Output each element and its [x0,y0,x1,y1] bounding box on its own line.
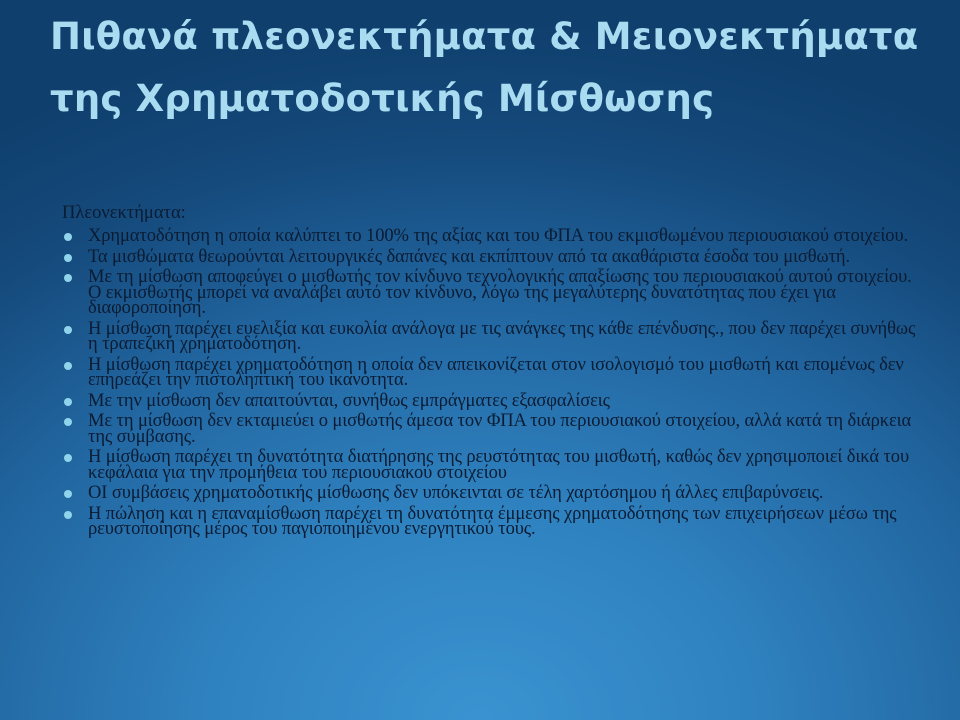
bullet-item [62,318,922,354]
section-heading: Πλεονεκτήματα: [62,203,186,223]
bullet-item [62,267,922,318]
bullet-dot-icon [64,254,72,262]
bullet-item [62,246,922,267]
bullet-text: Η μίσθωση παρέχει ευελιξία και ευκολία ανάλογα με τις ανάγκες της κάθε επένδυσης., που δεν παρέχει συνήθως η τραπεζική χρηματοδότηση. [88,318,916,354]
bullet-dot-icon [64,418,72,426]
bullet-text: Η πώληση και η επαναμίσθωση παρέχει τη δυνατότητα έμμεσης χρηματοδότησης των επιχειρήσεων μέσω της ρευστοποίησης μέρος του παγιοποιημένου ενεργητικού τους. [88,503,897,539]
bullet-item [62,483,922,503]
bullet-list [62,226,922,539]
bullet-dot-icon [64,454,72,462]
bullet-text: Τα μισθώματα θεωρούνται λειτουργικές δαπάνες και εκπίπτουν από τα ακαθάριστα έσοδα του μισθωτή. [88,246,851,267]
bullet-text: Χρηματοδότηση η οποία καλύπτει το 100% της αξίας και του ΦΠΑ του εκμισθωμένου περιουσιακού στοιχείου. [88,226,909,246]
bullet-dot-icon [64,511,72,519]
bullet-dot-icon [64,362,72,370]
bullet-dot-icon [64,326,72,334]
bullet-dot-icon [64,274,72,282]
bullet-dot-icon [64,398,72,406]
bullet-item [62,447,922,483]
bullet-dot-icon [64,233,72,241]
bullet-dot-icon [64,490,72,498]
bullet-item [62,503,922,539]
bullet-text: Με τη μίσθωση δεν εκταμιεύει ο μισθωτής άμεσα τον ΦΠΑ του περιουσιακού στοιχείου, αλλά κατά τη διάρκεια της σύμβασης. [88,411,912,447]
bullet-text: Με τη μίσθωση αποφεύγει ο μισθωτής τον κίνδυνο τεχνολογικής απαξίωσης του περιουσιακού αυτού στοιχείου. Ο εκμισθωτής μπορεί να αναλάβει αυτό τον κίνδυνο, λόγω της μεγαλύτερης δυνατότητας που έχει για διαφοροποίηση. [88,267,912,318]
bullet-item [62,411,922,447]
bullet-item [62,226,922,246]
bullet-text: Με την μίσθωση δεν απαιτούνται, συνήθως εμπράγματες εξασφαλίσεις [88,390,610,411]
slide-content [62,204,922,543]
slide-title: Πιθανά πλεονεκτήματα & Μειονεκτήματα της Χρηματοδοτικής Μίσθωσης [50,15,919,120]
bullet-text: ΟΙ συμβάσεις χρηματοδοτικής μίσθωσης δεν υπόκεινται σε τέλη χαρτόσημου ή άλλες επιβαρύνσεις. [88,483,824,503]
bullet-item [62,390,922,411]
bullet-text: Η μίσθωση παρέχει τη δυνατότητα διατήρησης της ρευστότητας του μισθωτή, καθώς δεν χρησιμοποιεί δικά του κεφάλαια για την προμήθεια του περιουσιακού στοιχείου [88,447,909,483]
bullet-text: Η μίσθωση παρέχει χρηματοδότηση η οποία δεν απεικονίζεται στον ισολογισμό του μισθωτή και επομένως δεν επηρεάζει την πιστοληπτική του ικανότητα. [88,354,904,390]
bullet-item [62,354,922,390]
